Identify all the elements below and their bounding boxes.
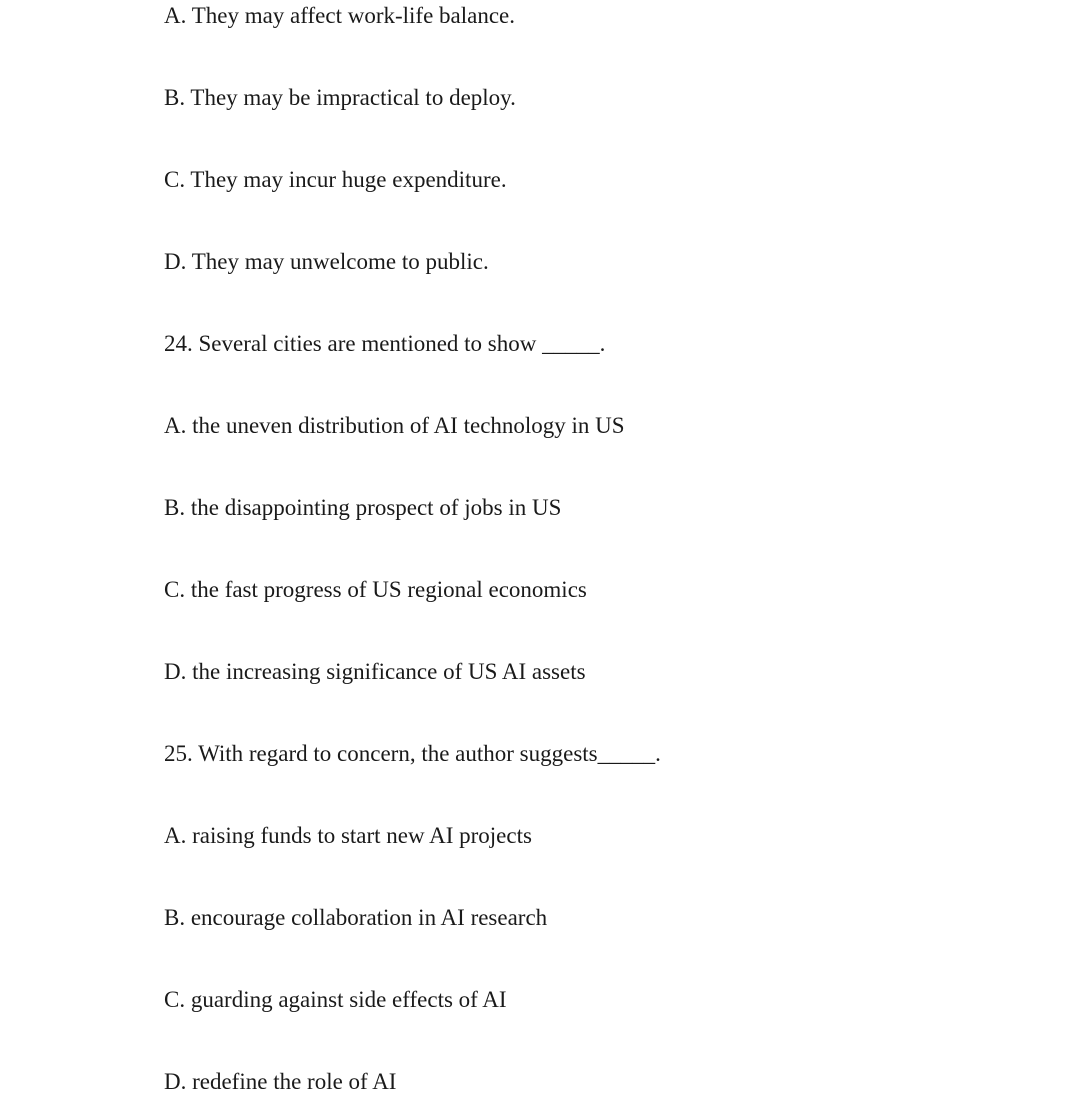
q25-option-b: B. encourage collaboration in AI research [164, 905, 548, 930]
q24-option-c: C. the fast progress of US regional economics [164, 577, 587, 602]
q24-option-d: D. the increasing significance of US AI assets [164, 659, 586, 684]
q25-option-d: D. redefine the role of AI [164, 1069, 397, 1094]
q23-option-c: C. They may incur huge expenditure. [164, 167, 507, 192]
question-25: 25. With regard to concern, the author suggests_____. [164, 741, 661, 766]
q25-option-c: C. guarding against side effects of AI [164, 987, 507, 1012]
q24-option-b: B. the disappointing prospect of jobs in US [164, 495, 562, 520]
q23-option-b: B. They may be impractical to deploy. [164, 85, 516, 110]
question-24: 24. Several cities are mentioned to show _____. [164, 331, 606, 356]
q24-option-a: A. the uneven distribution of AI technology in US [164, 413, 625, 438]
q23-option-d: D. They may unwelcome to public. [164, 249, 489, 274]
q23-option-a: A. They may affect work-life balance. [164, 3, 516, 28]
q25-option-a: A. raising funds to start new AI projects [164, 823, 532, 848]
